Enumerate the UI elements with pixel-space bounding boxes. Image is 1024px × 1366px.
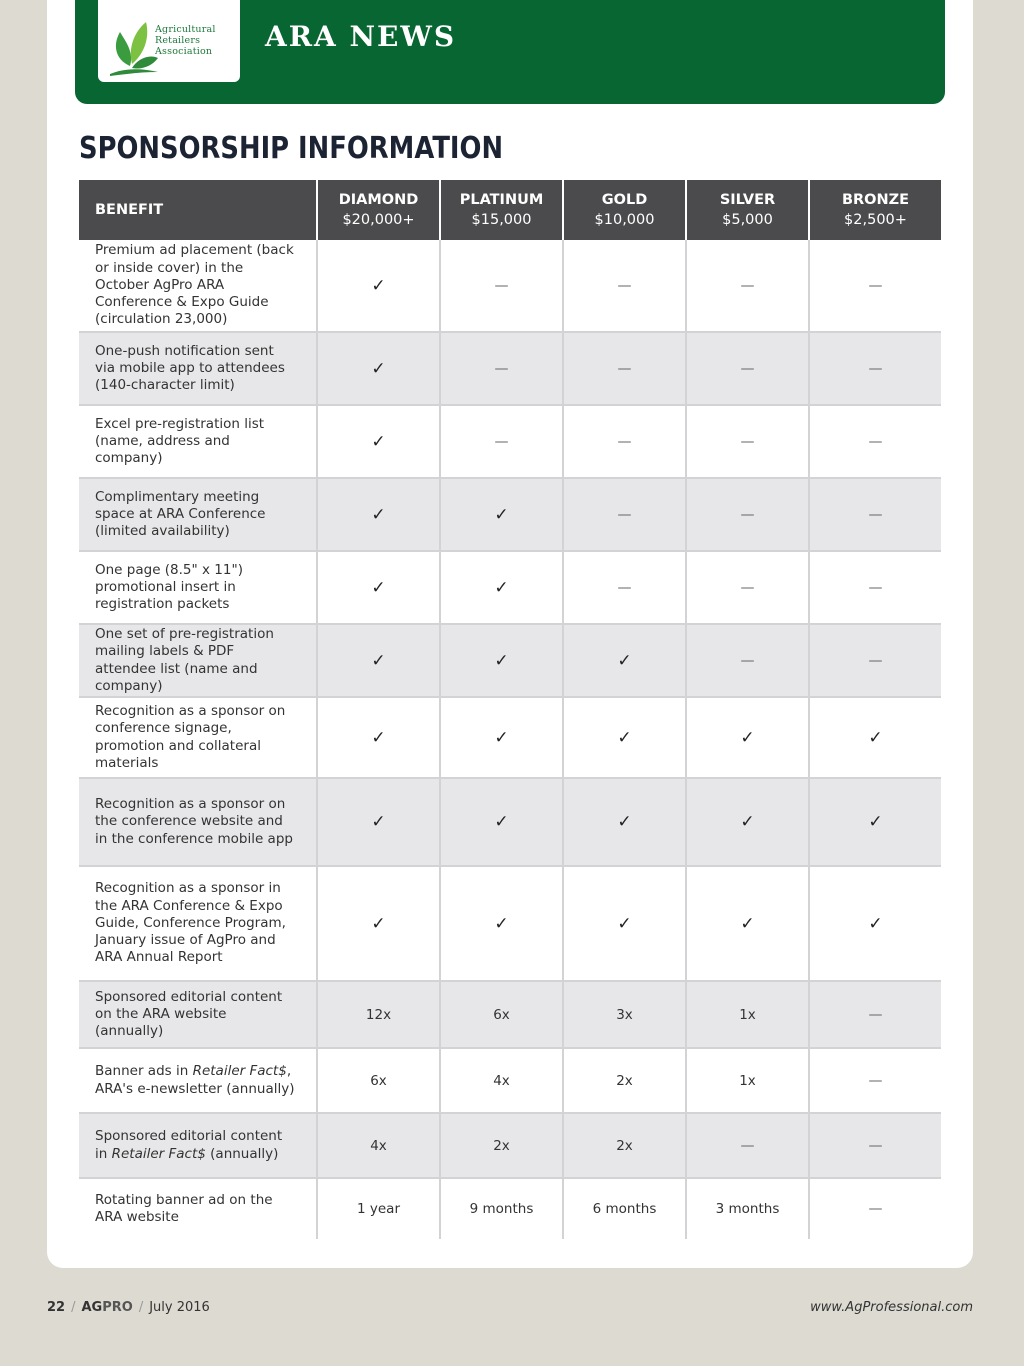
benefit-cell (79, 1113, 317, 1178)
value-cell-bronze (809, 778, 941, 866)
value-cell-diamond (317, 866, 440, 981)
dash-icon: — (617, 579, 632, 596)
benefit-text: (annually) (205, 1145, 279, 1162)
benefit-text-italic: Retailer Fact$ (111, 1145, 206, 1162)
dash-icon: — (868, 360, 883, 377)
table-row (79, 981, 941, 1048)
dash-icon: — (868, 579, 883, 596)
benefit-cell (79, 478, 317, 551)
dash-icon: — (868, 433, 883, 450)
value-cell-gold (563, 1113, 686, 1178)
check-mark-icon: ✓ (740, 727, 755, 748)
value-cell-bronze (809, 405, 941, 478)
check-mark-icon: ✓ (740, 913, 755, 934)
value-cell-platinum (440, 551, 563, 624)
benefit-text: Sponsored editorial content in (95, 1128, 283, 1162)
value-cell-silver (686, 1113, 809, 1178)
logo-line-2: Retailers (155, 35, 201, 46)
table-body (79, 240, 941, 1239)
value-cell-platinum (440, 478, 563, 551)
value-cell-platinum (440, 1178, 563, 1239)
value-text: 6x (370, 1072, 387, 1089)
check-mark-icon: ✓ (371, 504, 386, 525)
value-cell-diamond (317, 1113, 440, 1178)
value-text: 4x (493, 1072, 510, 1089)
check-mark-icon: ✓ (371, 431, 386, 452)
dash-icon: — (494, 277, 509, 294)
value-cell-bronze (809, 1113, 941, 1178)
dash-icon: — (740, 652, 755, 669)
value-cell-bronze (809, 866, 941, 981)
benefit-column-header: BENEFIT (79, 180, 317, 240)
dash-icon: — (617, 277, 632, 294)
tier-name: GOLD (601, 192, 648, 208)
footer-separator: / (71, 1300, 76, 1315)
value-text: 9 months (469, 1201, 534, 1217)
value-cell-silver (686, 697, 809, 778)
table-row (79, 866, 941, 981)
tier-name: SILVER (719, 192, 776, 208)
check-mark-icon: ✓ (617, 812, 632, 832)
check-mark-icon: ✓ (494, 812, 509, 832)
table-row (79, 624, 941, 697)
value-text: 1x (739, 1006, 756, 1023)
value-cell-silver (686, 332, 809, 405)
issue-date: July 2016 (149, 1300, 210, 1315)
benefit-cell (79, 981, 317, 1048)
tier-header-gold (563, 180, 686, 240)
page-footer-left (47, 1300, 210, 1315)
check-mark-icon: ✓ (494, 913, 509, 934)
table-row (79, 551, 941, 624)
value-cell-platinum (440, 405, 563, 478)
value-cell-platinum (440, 866, 563, 981)
value-cell-gold (563, 240, 686, 332)
benefit-text: Recognition as a sponsor on conference signage, promotion and collateral materials (95, 702, 286, 771)
banner-title: ARA NEWS (265, 20, 457, 53)
dash-icon: — (868, 1072, 883, 1089)
value-cell-silver (686, 405, 809, 478)
value-cell-platinum (440, 1048, 563, 1113)
value-cell-diamond (317, 405, 440, 478)
value-text: 6 months (592, 1201, 657, 1217)
benefit-cell (79, 1048, 317, 1113)
benefit-text-italic: Retailer Fact$ (192, 1063, 287, 1080)
check-mark-icon: ✓ (494, 650, 509, 671)
tier-header-bronze (809, 180, 941, 240)
logo-wordmark (155, 24, 216, 57)
value-text: 1 year (357, 1201, 400, 1217)
check-mark-icon: ✓ (617, 650, 632, 671)
tier-price: $5,000 (722, 212, 773, 228)
check-mark-icon: ✓ (868, 812, 883, 832)
value-cell-diamond (317, 240, 440, 332)
benefit-cell (79, 866, 317, 981)
value-cell-platinum (440, 981, 563, 1048)
dash-icon: — (617, 433, 632, 450)
benefit-text: One-push notification sent via mobile app to attendees (140-character limit) (95, 342, 285, 394)
value-cell-platinum (440, 1113, 563, 1178)
value-cell-silver (686, 778, 809, 866)
benefit-text: Complimentary meeting space at ARA Conference (limited availability) (95, 488, 266, 540)
check-mark-icon: ✓ (494, 727, 509, 748)
tier-header-diamond (317, 180, 440, 240)
value-cell-silver (686, 1178, 809, 1239)
table-row (79, 240, 941, 332)
value-text: 12x (365, 1006, 392, 1023)
value-cell-bronze (809, 624, 941, 697)
sponsorship-table (79, 180, 941, 1239)
logo-line-3: Association (155, 46, 213, 57)
value-cell-gold (563, 697, 686, 778)
value-text: 2x (616, 1072, 633, 1089)
benefit-text: Banner ads in (95, 1063, 193, 1080)
tier-price: $20,000+ (342, 212, 415, 228)
value-cell-gold (563, 551, 686, 624)
tier-price: $10,000 (594, 212, 655, 228)
value-cell-diamond (317, 551, 440, 624)
value-cell-platinum (440, 778, 563, 866)
benefit-cell (79, 778, 317, 866)
check-mark-icon: ✓ (371, 727, 386, 748)
page-number: 22 (47, 1300, 66, 1315)
check-mark-icon: ✓ (617, 913, 632, 934)
check-mark-icon: ✓ (740, 812, 755, 832)
value-cell-bronze (809, 1048, 941, 1113)
table-row (79, 1178, 941, 1239)
tier-name: PLATINUM (459, 192, 544, 208)
value-cell-gold (563, 778, 686, 866)
dash-icon: — (740, 277, 755, 294)
dash-icon: — (494, 360, 509, 377)
check-mark-icon: ✓ (371, 577, 386, 598)
tier-name: DIAMOND (338, 192, 419, 208)
dash-icon: — (740, 579, 755, 596)
value-cell-bronze (809, 551, 941, 624)
value-text: 2x (493, 1137, 510, 1154)
dash-icon: — (617, 506, 632, 523)
benefit-text: Recognition as a sponsor in the ARA Conference & Expo Guide, Conference Program, January issue of AgPro and ARA Annual Report (95, 880, 286, 966)
value-text: 6x (493, 1006, 510, 1023)
check-mark-icon: ✓ (494, 504, 509, 525)
value-text: 4x (370, 1137, 387, 1154)
value-cell-platinum (440, 240, 563, 332)
value-text: 3 months (715, 1201, 780, 1217)
value-cell-silver (686, 478, 809, 551)
dash-icon: — (868, 506, 883, 523)
check-mark-icon: ✓ (617, 727, 632, 748)
value-cell-silver (686, 551, 809, 624)
dash-icon: — (868, 652, 883, 669)
table-row (79, 1048, 941, 1113)
table-header-row (79, 180, 941, 240)
check-mark-icon: ✓ (868, 913, 883, 934)
check-mark-icon: ✓ (371, 650, 386, 671)
benefit-cell (79, 1178, 317, 1239)
table-row (79, 332, 941, 405)
table-row (79, 697, 941, 778)
section-title: SPONSORSHIP INFORMATION (79, 131, 504, 166)
benefit-text: Rotating banner ad on the ARA website (95, 1191, 273, 1225)
magazine-name-pro: PRO (102, 1300, 133, 1315)
value-cell-gold (563, 405, 686, 478)
value-cell-diamond (317, 478, 440, 551)
dash-icon: — (740, 360, 755, 377)
benefit-text: Recognition as a sponsor on the conference website and in the conference mobile app (95, 796, 293, 847)
benefit-cell (79, 697, 317, 778)
benefit-cell (79, 624, 317, 697)
benefit-cell (79, 405, 317, 478)
value-cell-bronze (809, 478, 941, 551)
value-cell-diamond (317, 1178, 440, 1239)
benefit-text: Sponsored editorial content on the ARA website (annually) (95, 988, 283, 1040)
benefit-cell (79, 332, 317, 405)
benefit-text: One set of pre-registration mailing labels & PDF attendee list (name and company) (95, 625, 274, 694)
value-cell-bronze (809, 981, 941, 1048)
value-cell-bronze (809, 240, 941, 332)
table-row (79, 405, 941, 478)
tier-price: $15,000 (471, 212, 532, 228)
value-cell-gold (563, 1178, 686, 1239)
dash-icon: — (740, 433, 755, 450)
table-row (79, 778, 941, 866)
value-cell-silver (686, 1048, 809, 1113)
magazine-name-ag: AG (81, 1300, 103, 1315)
value-cell-platinum (440, 624, 563, 697)
benefit-text: One page (8.5" x 11") promotional insert in registration packets (95, 561, 243, 613)
value-cell-diamond (317, 624, 440, 697)
value-cell-bronze (809, 332, 941, 405)
table-row (79, 478, 941, 551)
check-mark-icon: ✓ (868, 727, 883, 748)
value-cell-gold (563, 1048, 686, 1113)
value-cell-gold (563, 981, 686, 1048)
value-cell-diamond (317, 1048, 440, 1113)
tier-name: BRONZE (841, 192, 910, 208)
ara-logo (98, 0, 240, 82)
dash-icon: — (868, 1006, 883, 1023)
check-mark-icon: ✓ (371, 812, 386, 832)
value-cell-diamond (317, 332, 440, 405)
check-mark-icon: ✓ (494, 577, 509, 598)
value-cell-silver (686, 981, 809, 1048)
benefit-text: Excel pre-registration list (name, address and company) (95, 415, 265, 467)
value-cell-diamond (317, 697, 440, 778)
dash-icon: — (494, 433, 509, 450)
value-cell-platinum (440, 697, 563, 778)
check-mark-icon: ✓ (371, 913, 386, 934)
value-cell-bronze (809, 697, 941, 778)
website-url: www.AgProfessional.com (810, 1300, 973, 1315)
table-row (79, 1113, 941, 1178)
value-cell-diamond (317, 981, 440, 1048)
value-cell-gold (563, 332, 686, 405)
value-cell-gold (563, 866, 686, 981)
check-mark-icon: ✓ (371, 275, 386, 296)
benefit-text: , ARA's e-newsletter (annually) (95, 1063, 295, 1097)
leaf-logo-icon (108, 18, 158, 78)
value-cell-gold (563, 624, 686, 697)
dash-icon: — (740, 506, 755, 523)
value-cell-silver (686, 240, 809, 332)
value-cell-diamond (317, 778, 440, 866)
tier-header-platinum (440, 180, 563, 240)
check-mark-icon: ✓ (371, 358, 386, 379)
dash-icon: — (868, 1201, 883, 1217)
benefit-text: Premium ad placement (back or inside cover) in the October AgPro ARA Conference & Expo Guide (circulation 23,000) (95, 242, 294, 328)
value-cell-gold (563, 478, 686, 551)
value-cell-silver (686, 624, 809, 697)
value-text: 3x (616, 1006, 633, 1023)
value-cell-bronze (809, 1178, 941, 1239)
footer-separator: / (138, 1300, 144, 1315)
logo-line-1: Agricultural (155, 24, 216, 35)
value-text: 1x (739, 1072, 756, 1089)
benefit-cell (79, 240, 317, 332)
tier-price: $2,500+ (844, 212, 907, 228)
dash-icon: — (868, 277, 883, 294)
value-cell-platinum (440, 332, 563, 405)
tier-header-silver (686, 180, 809, 240)
dash-icon: — (617, 360, 632, 377)
value-cell-silver (686, 866, 809, 981)
dash-icon: — (868, 1137, 883, 1154)
dash-icon: — (740, 1137, 755, 1154)
value-text: 2x (616, 1137, 633, 1154)
benefit-cell (79, 551, 317, 624)
